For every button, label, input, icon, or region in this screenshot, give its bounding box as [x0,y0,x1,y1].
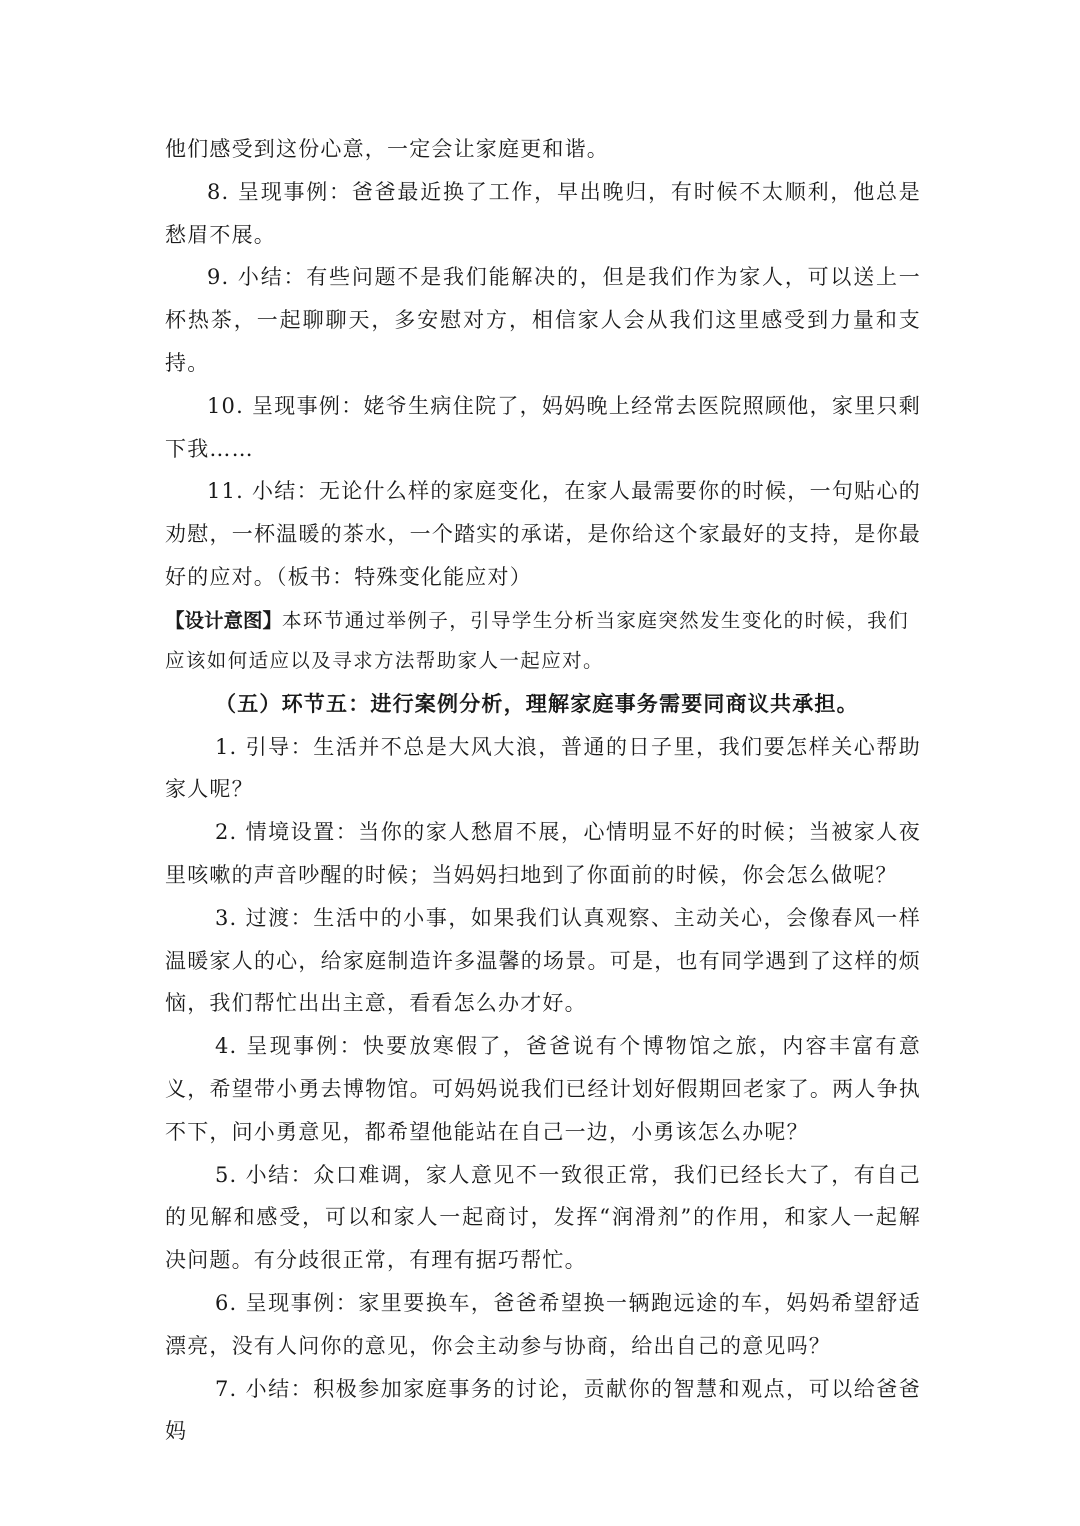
paragraph-item-4: 4. 呈现事例：快要放寒假了，爸爸说有个博物馆之旅，内容丰富有意义，希望带小勇去博物馆。可妈妈说我们已经计划好假期回老家了。两人争执不下，问小勇意见，都希望他能站在自己一边，小勇该怎么办呢？ [165,1034,921,1144]
design-intent-note [165,599,921,683]
paragraph-item-10: 10. 呈现事例：姥爷生病住院了，妈妈晚上经常去医院照顾他，家里只剩下我…… [165,393,921,461]
paragraph-item-7: 7. 小结：积极参加家庭事务的讨论，贡献你的智慧和观点，可以给爸爸妈 [165,1376,921,1444]
paragraph-item-6: 6. 呈现事例：家里要换车，爸爸希望换一辆跑远途的车，妈妈希望舒适漂亮，没有人问你的意见，你会主动参与协商，给出自己的意见吗？ [165,1290,921,1358]
design-intent-text: 本环节通过举例子，引导学生分析当家庭突然发生变化的时候，我们应该如何适应以及寻求方法帮助家人一起应对。 [165,608,910,672]
paragraph-item-11: 11. 小结：无论什么样的家庭变化，在家人最需要你的时候，一句贴心的劝慰，一杯温暖的茶水，一个踏实的承诺，是你给这个家最好的支持，是你最好的应对。（板书：特殊变化能应对） [165,479,921,589]
paragraph-item-5: 5. 小结：众口难调，家人意见不一致很正常，我们已经长大了，有自己的见解和感受，可以和家人一起商讨，发挥“润滑剂”的作用，和家人一起解决问题。有分歧很正常，有理有据巧帮忙。 [165,1162,921,1273]
paragraph-item-1: 1. 引导：生活并不总是大风大浪，普通的日子里，我们要怎样关心帮助家人呢？ [165,734,921,802]
paragraph-continued: 他们感受到这份心意，一定会让家庭更和谐。 [165,137,609,161]
document-body [165,128,921,1453]
paragraph-item-2: 2. 情境设置：当你的家人愁眉不展，心情明显不好的时候；当被家人夜里咳嗽的声音吵醒的时候；当妈妈扫地到了你面前的时候，你会怎么做呢？ [165,820,921,887]
paragraph-item-9: 9. 小结：有些问题不是我们能解决的，但是我们作为家人，可以送上一杯热茶，一起聊聊天，多安慰对方，相信家人会从我们这里感受到力量和支持。 [165,265,921,375]
design-intent-tag: 【设计意图】 [165,608,283,632]
section-heading: （五）环节五：进行案例分析，理解家庭事务需要同商议共承担。 [215,690,859,716]
paragraph-item-3: 3. 过渡：生活中的小事，如果我们认真观察、主动关心，会像春风一样温暖家人的心，给家庭制造许多温馨的场景。可是，也有同学遇到了这样的烦恼，我们帮忙出出主意，看看怎么办才好。 [165,905,921,1016]
paragraph-item-8: 8. 呈现事例：爸爸最近换了工作，早出晚归，有时候不太顺利，他总是愁眉不展。 [165,179,921,247]
